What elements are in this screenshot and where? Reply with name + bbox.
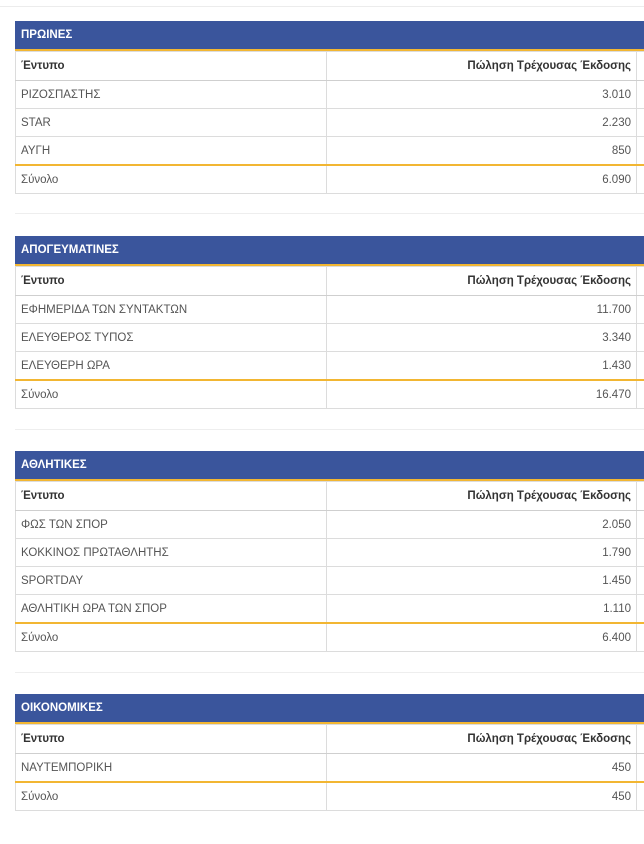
- sales-table: [15, 724, 644, 811]
- row-name: STAR: [16, 109, 327, 137]
- row-name: ΕΛΕΥΘΕΡΗ ΩΡΑ: [16, 352, 327, 381]
- table-header-row: [16, 725, 644, 754]
- section-title: ΠΡΩΙΝΕΣ: [15, 21, 644, 51]
- row-value: 2.050: [327, 511, 637, 539]
- row-extra: [637, 539, 644, 567]
- table-row: [16, 81, 644, 109]
- section-title: ΟΙΚΟΝΟΜΙΚΕΣ: [15, 694, 644, 724]
- section-title: ΑΘΛΗΤΙΚΕΣ: [15, 451, 644, 481]
- column-header-extra: [637, 52, 644, 81]
- table-row: [16, 511, 644, 539]
- sales-table: [15, 266, 644, 409]
- column-header-sales: Πώληση Τρέχουσας Έκδοσης: [327, 725, 637, 754]
- column-header-sales: Πώληση Τρέχουσας Έκδοσης: [327, 267, 637, 296]
- column-header-sales: Πώληση Τρέχουσας Έκδοσης: [327, 482, 637, 511]
- table-row: [16, 595, 644, 624]
- total-row: [16, 782, 644, 811]
- total-row: [16, 165, 644, 194]
- row-extra: [637, 782, 644, 811]
- row-name: ΝΑΥΤΕΜΠΟΡΙΚΗ: [16, 754, 327, 783]
- row-extra: [637, 109, 644, 137]
- table-header-row: [16, 267, 644, 296]
- section-divider: [15, 429, 644, 430]
- row-extra: [637, 380, 644, 409]
- row-value: 1.110: [327, 595, 637, 624]
- row-extra: [637, 511, 644, 539]
- section-athlitikes: [15, 451, 644, 652]
- sales-table: [15, 51, 644, 194]
- row-name: ΚΟΚΚΙΝΟΣ ΠΡΩΤΑΘΛΗΤΗΣ: [16, 539, 327, 567]
- column-header-sales: Πώληση Τρέχουσας Έκδοσης: [327, 52, 637, 81]
- top-border: [0, 0, 644, 7]
- row-name: ΑΘΛΗΤΙΚΗ ΩΡΑ ΤΩΝ ΣΠΟΡ: [16, 595, 327, 624]
- row-extra: [637, 137, 644, 166]
- total-value: 450: [327, 782, 637, 811]
- row-extra: [637, 165, 644, 194]
- row-name: ΑΥΓΗ: [16, 137, 327, 166]
- row-name: ΦΩΣ ΤΩΝ ΣΠΟΡ: [16, 511, 327, 539]
- total-row: [16, 380, 644, 409]
- total-label: Σύνολο: [16, 165, 327, 194]
- section-oikonomikes: [15, 694, 644, 811]
- row-value: 1.450: [327, 567, 637, 595]
- total-row: [16, 623, 644, 652]
- row-extra: [637, 296, 644, 324]
- total-label: Σύνολο: [16, 380, 327, 409]
- row-extra: [637, 352, 644, 381]
- column-header-title: Έντυπο: [16, 482, 327, 511]
- column-header-title: Έντυπο: [16, 725, 327, 754]
- row-extra: [637, 754, 644, 783]
- row-value: 2.230: [327, 109, 637, 137]
- row-extra: [637, 81, 644, 109]
- row-name: ΡΙΖΟΣΠΑΣΤΗΣ: [16, 81, 327, 109]
- table-row: [16, 539, 644, 567]
- row-value: 3.010: [327, 81, 637, 109]
- column-header-extra: [637, 482, 644, 511]
- section-divider: [15, 213, 644, 214]
- row-extra: [637, 324, 644, 352]
- row-name: SPORTDAY: [16, 567, 327, 595]
- row-value: 11.700: [327, 296, 637, 324]
- row-name: ΕΛΕΥΘΕΡΟΣ ΤΥΠΟΣ: [16, 324, 327, 352]
- column-header-extra: [637, 267, 644, 296]
- section-title: ΑΠΟΓΕΥΜΑΤΙΝΕΣ: [15, 236, 644, 266]
- table-row: [16, 352, 644, 381]
- row-extra: [637, 567, 644, 595]
- table-header-row: [16, 482, 644, 511]
- total-value: 16.470: [327, 380, 637, 409]
- row-name: ΕΦΗΜΕΡΙΔΑ ΤΩΝ ΣΥΝΤΑΚΤΩΝ: [16, 296, 327, 324]
- total-label: Σύνολο: [16, 623, 327, 652]
- row-extra: [637, 595, 644, 624]
- row-value: 450: [327, 754, 637, 783]
- row-value: 850: [327, 137, 637, 166]
- section-proines: [15, 21, 644, 194]
- total-value: 6.400: [327, 623, 637, 652]
- table-row: [16, 137, 644, 166]
- table-row: [16, 296, 644, 324]
- total-value: 6.090: [327, 165, 637, 194]
- column-header-title: Έντυπο: [16, 52, 327, 81]
- table-row: [16, 754, 644, 783]
- total-label: Σύνολο: [16, 782, 327, 811]
- row-value: 1.430: [327, 352, 637, 381]
- sales-table: [15, 481, 644, 652]
- column-header-title: Έντυπο: [16, 267, 327, 296]
- table-row: [16, 109, 644, 137]
- section-apogeymatines: [15, 236, 644, 409]
- table-row: [16, 324, 644, 352]
- table-header-row: [16, 52, 644, 81]
- row-value: 3.340: [327, 324, 637, 352]
- column-header-extra: [637, 725, 644, 754]
- row-extra: [637, 623, 644, 652]
- row-value: 1.790: [327, 539, 637, 567]
- section-divider: [15, 672, 644, 673]
- table-row: [16, 567, 644, 595]
